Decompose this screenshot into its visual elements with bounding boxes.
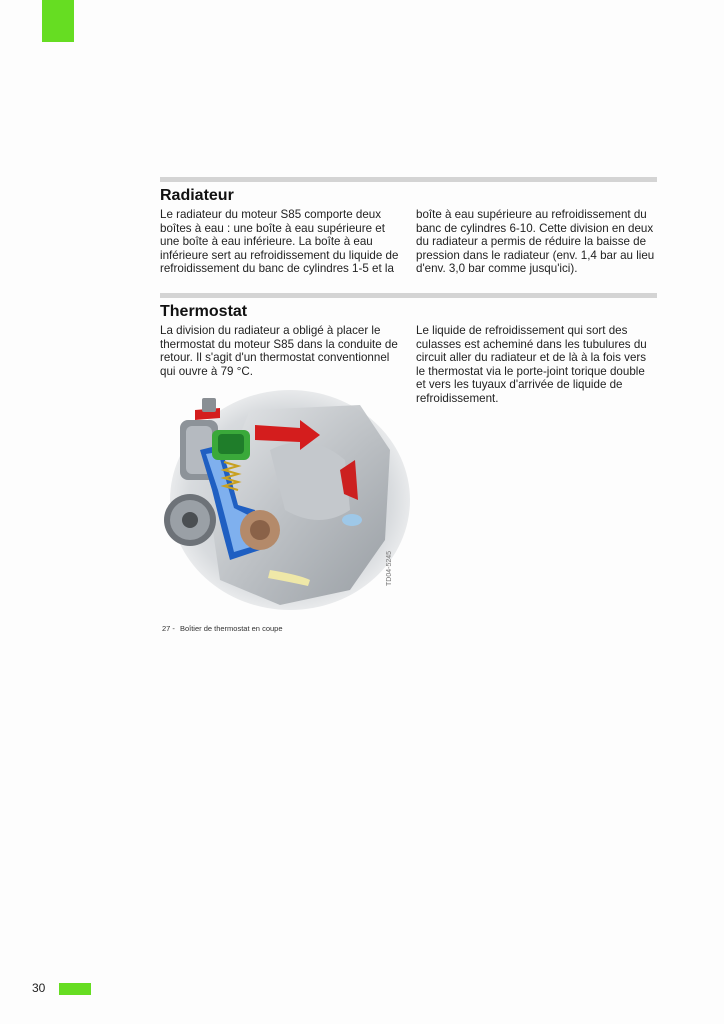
top-chapter-tab (42, 0, 74, 42)
text-column-right: boîte à eau supérieure au refroidissement du banc de cylindres 6-10. Cette division en deux du radiateur a permis de réduire la baisse de pression dans le radiateur (env. 1,4 bar au lieu d'env. 3,0 bar comme jusqu'ici). (416, 208, 655, 276)
figure-id: TD04-5245 (386, 550, 393, 586)
bottom-chapter-tab (59, 983, 91, 995)
page-number: 30 (32, 981, 46, 995)
text-column-right: Le liquide de refroidissement qui sort des culasses est acheminé dans les tubulures du circuit aller du radiateur et de là à la fois vers le thermostat via le porte-joint torique double et vers les tuyaux d'arrivée de liquide de refroidissement. (416, 324, 647, 405)
text-column-left: Le radiateur du moteur S85 comporte deux boîtes à eau : une boîte à eau supérieure et une boîte à eau inférieure. La boîte à eau inférieure sert au refroidissement du liquide de refroidissement du banc de cylindres 1-5 et la (160, 208, 399, 276)
figure-caption (162, 624, 283, 633)
text-column-left: La division du radiateur a obligé à placer le thermostat du moteur S85 dans la conduite de retour. Il s'agit d'un thermostat conventionnel qui ouvre à 79 °C. (160, 324, 398, 378)
section-heading: Radiateur (160, 187, 234, 204)
section-rule (160, 177, 657, 182)
section-radiateur (160, 177, 657, 276)
caption-text: Boîtier de thermostat en coupe (179, 624, 283, 633)
section-thermostat (160, 293, 657, 406)
thermostat-housing-illustration (160, 390, 410, 620)
section-heading: Thermostat (160, 303, 248, 320)
section-rule (160, 293, 657, 298)
caption-number: 27 - (162, 624, 175, 633)
